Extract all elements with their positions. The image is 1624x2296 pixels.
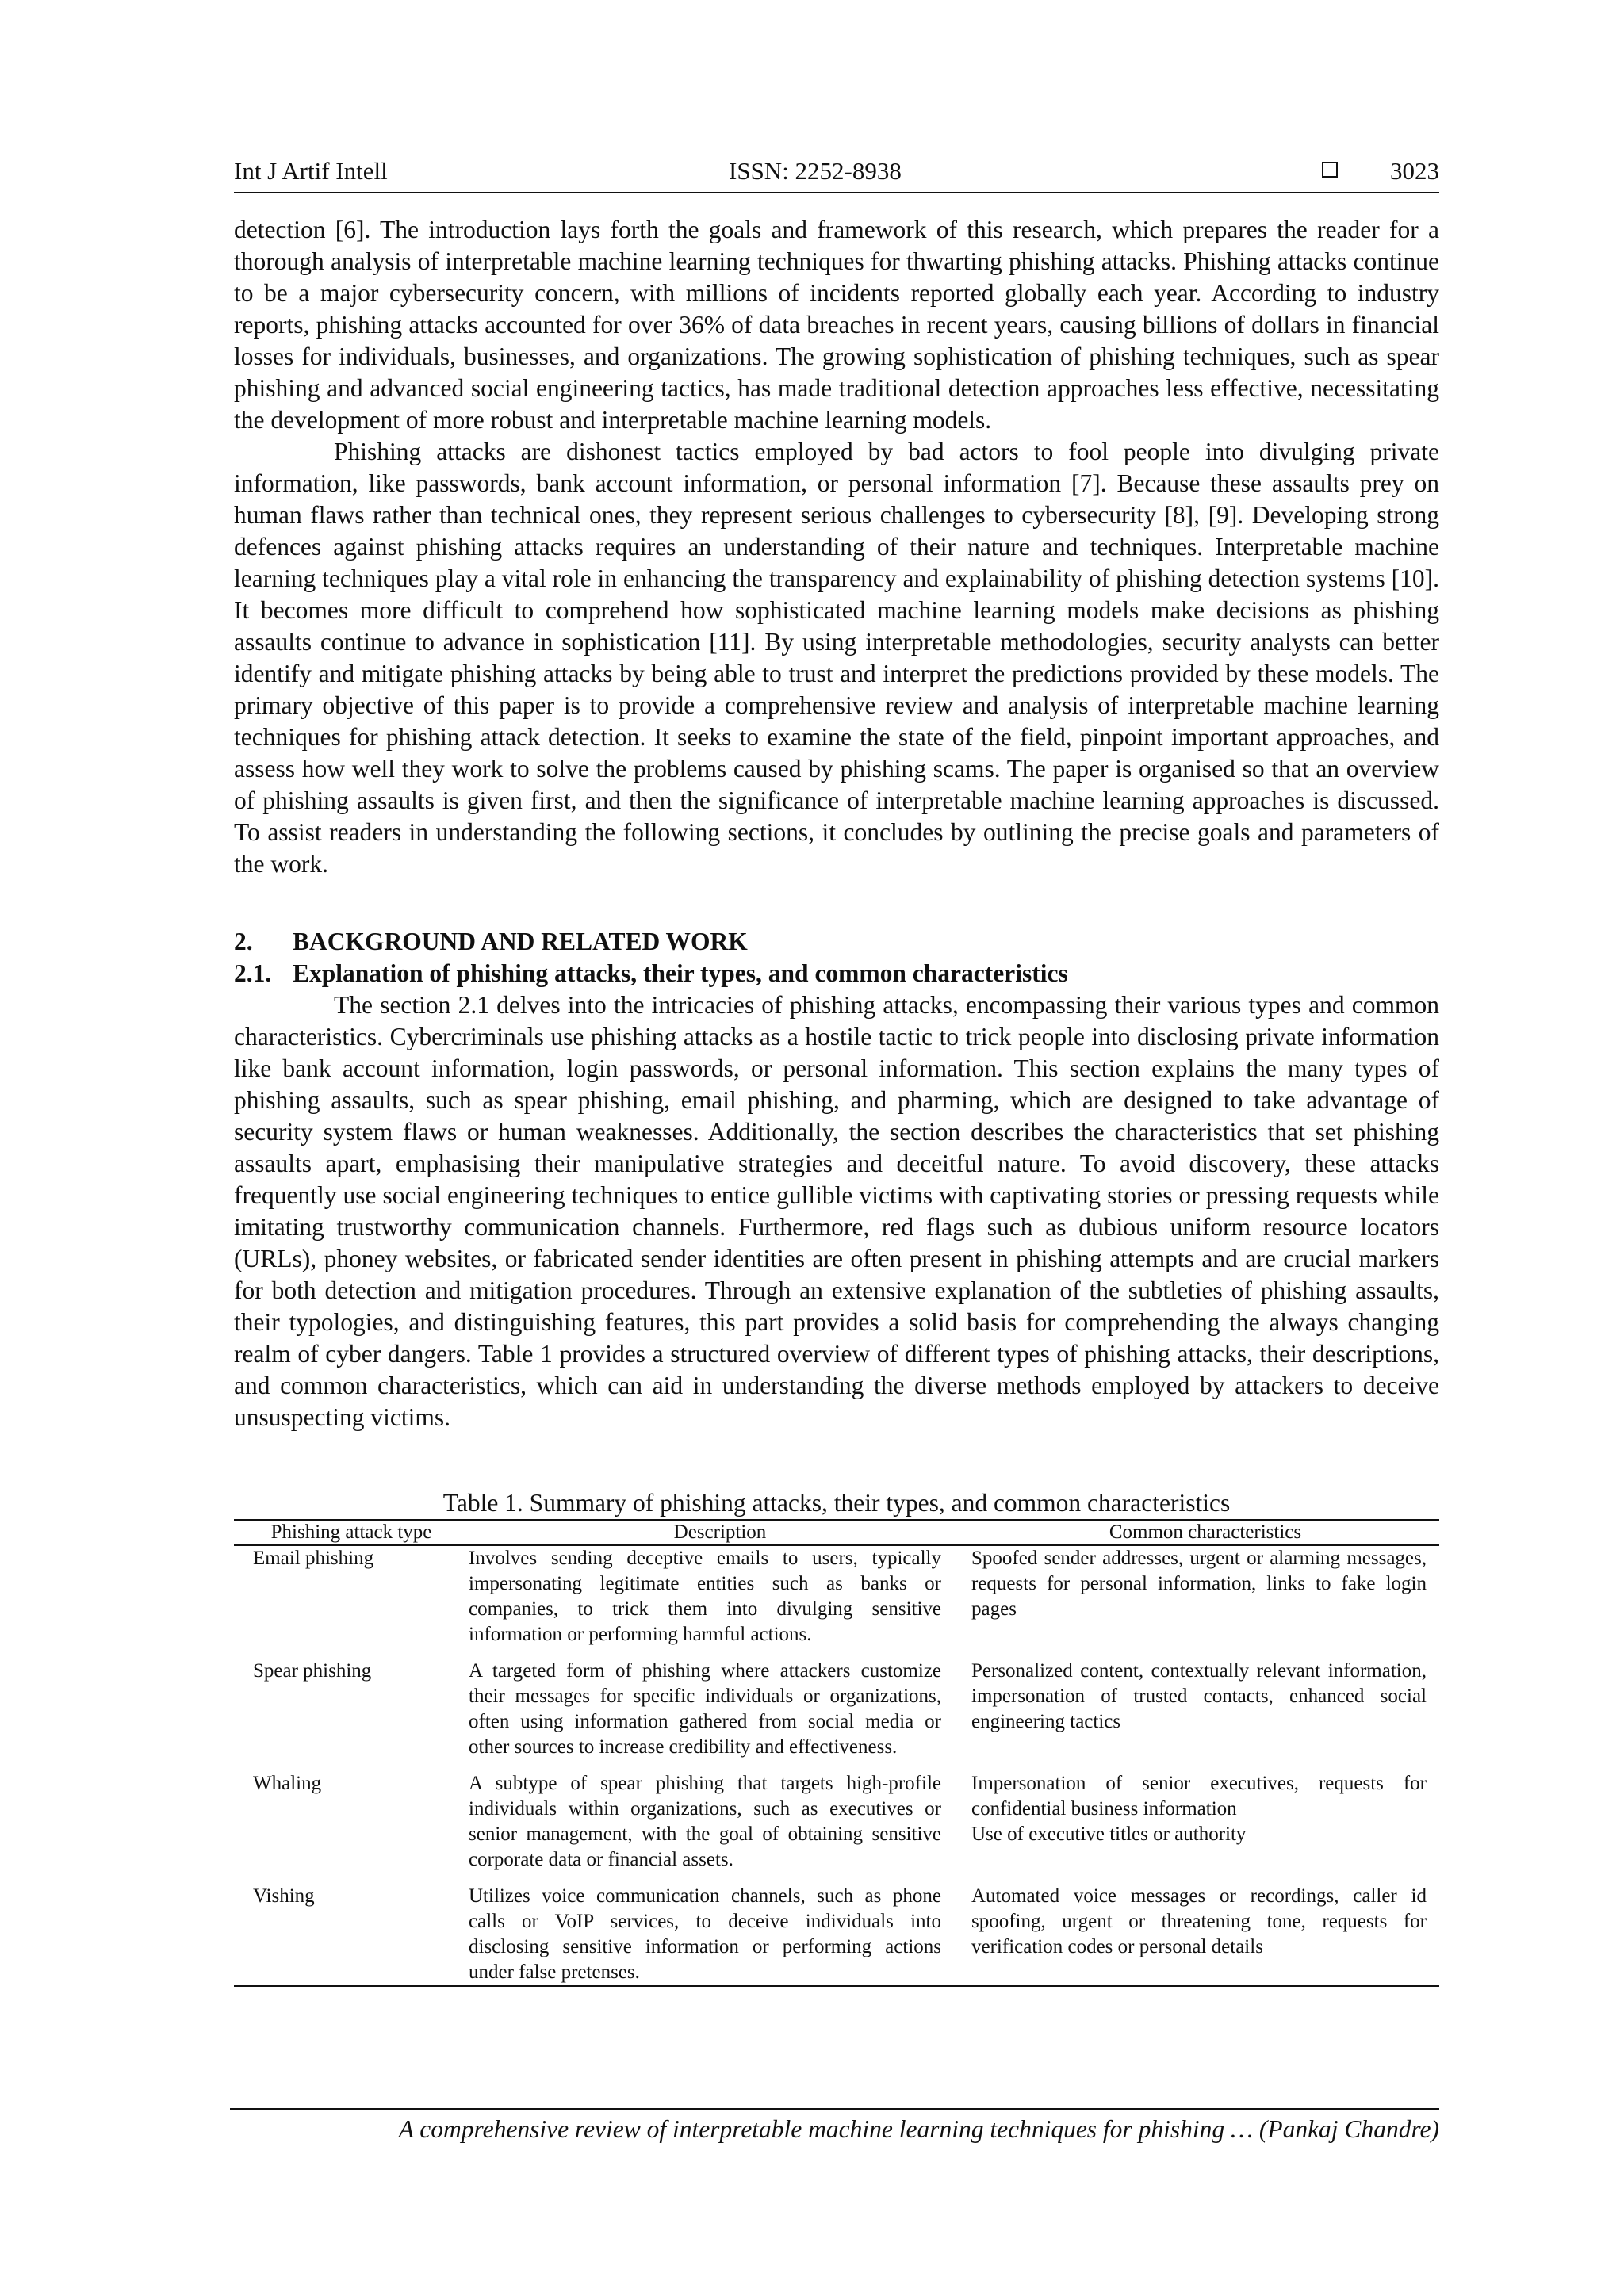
column-header-characteristics: Common characteristics <box>971 1520 1439 1545</box>
section-number: 2. <box>234 928 253 955</box>
cell-attack-type: Vishing <box>234 1884 469 1986</box>
square-bullet-icon <box>1322 162 1338 178</box>
column-header-description: Description <box>469 1520 971 1545</box>
characteristics-text: Personalized content, contextually relevant information, impersonation of trusted contacts, enhanced social engineering tactics <box>971 1660 1427 1732</box>
cell-description: A targeted form of phishing where attackers customize their messages for specific individuals or organizations, often using information gathered from social media or other sources to increase credibility and effectiveness. <box>469 1660 941 1758</box>
cell-description: A subtype of spear phishing that targets high-profile individuals within organizations, such as executives or senior management, with the goal of obtaining sensitive corporate data or financial assets. <box>469 1773 941 1870</box>
characteristics-text: Impersonation of senior executives, requests for confidential business information <box>971 1773 1427 1820</box>
section-title: BACKGROUND AND RELATED WORK <box>293 928 748 955</box>
cell-characteristics <box>971 1659 1439 1771</box>
issn: ISSN: 2252-8938 <box>729 157 902 185</box>
cell-characteristics <box>971 1884 1439 1986</box>
cell-attack-type: Email phishing <box>253 1548 374 1569</box>
characteristics-text: Automated voice messages or recordings, caller id spoofing, urgent or threatening tone, requests for verification codes or personal details <box>971 1885 1427 1957</box>
cell-description: Involves sending deceptive emails to users, typically impersonating legitimate entities such as banks or companies, to trick them into divulging sensitive information or performing harmful actions. <box>469 1548 941 1645</box>
cell-characteristics <box>971 1545 1439 1659</box>
table-row <box>234 1545 1439 1659</box>
table-header-row <box>234 1520 1439 1545</box>
characteristics-text: Use of executive titles or authority <box>971 1823 1247 1845</box>
cell-attack-type: Spear phishing <box>253 1660 372 1682</box>
phishing-summary-table <box>234 1519 1439 1987</box>
characteristics-text: Spoofed sender addresses, urgent or alarming messages, requests for personal information, links to fake login pages <box>971 1548 1427 1620</box>
table-row <box>234 1659 1439 1771</box>
table-row <box>234 1771 1439 1884</box>
cell-description: Utilizes voice communication channels, such as phone calls or VoIP services, to deceive individuals into disclosing sensitive information or performing actions under false pretenses. <box>469 1884 971 1986</box>
subsection-number: 2.1. <box>234 959 272 987</box>
paragraph-section-2-1: The section 2.1 delves into the intricacies of phishing attacks, encompassing their various types and common characteristics. Cybercriminals use phishing attacks as a hostile tactic to trick people into disclosing private information like bank account information, login passwords, or personal information. This section explains the many types of phishing assaults, such as spear phishing, email phishing, and pharming, which are designed to take advantage of security system flaws or human weaknesses. Additionally, the section describes the characteristics that set phishing assaults apart, emphasising their manipulative strategies and deceitful nature. To avoid discovery, these attacks frequently use social engineering techniques to entice gullible victims with captivating stories or pressing requests while imitating trustworthy communication channels. Furthermore, red flags such as dubious uniform resource locators (URLs), phoney websites, or fabricated sender identities are often present in phishing attempts and are crucial markers for both detection and mitigation procedures. Through an extensive explanation of the subtleties of phishing assaults, their typologies, and distinguishing features, this part provides a solid basis for comprehending the always changing realm of cyber dangers. Table 1 provides a structured overview of different types of phishing attacks, their descriptions, and common characteristics, which can aid in understanding the diverse methods employed by attackers to deceive unsuspecting victims. <box>234 991 1439 1431</box>
journal-name: Int J Artif Intell <box>234 157 388 185</box>
running-header <box>234 151 1439 193</box>
paragraph-intro-continued: detection [6]. The introduction lays forth the goals and framework of this research, which prepares the reader for a thorough analysis of interpretable machine learning techniques for thwarting phishing attacks. Phishing attacks continue to be a major cybersecurity concern, with millions of incidents reported globally each year. According to industry reports, phishing attacks accounted for over 36% of data breaches in recent years, causing billions of dollars in financial losses for individuals, businesses, and organizations. The growing sophistication of phishing techniques, such as spear phishing and advanced social engineering tactics, has made traditional detection approaches less effective, necessitating the development of more robust and interpretable machine learning models. <box>234 216 1439 434</box>
subsection-title: Explanation of phishing attacks, their types, and common characteristics <box>293 959 1068 987</box>
subsection-heading <box>234 958 1439 989</box>
cell-characteristics <box>971 1771 1439 1884</box>
section-heading <box>234 926 1439 958</box>
table-row <box>234 1884 1439 1986</box>
footer-running-title: A comprehensive review of interpretable machine learning techniques for phishing … (Pankaj Chandre) <box>398 2115 1439 2143</box>
table-caption: Table 1. Summary of phishing attacks, their types, and common characteristics <box>442 1489 1231 1517</box>
cell-attack-type: Whaling <box>253 1773 322 1794</box>
page-number: 3023 <box>1390 157 1439 185</box>
paragraph-phishing-overview: Phishing attacks are dishonest tactics employed by bad actors to fool people into divulging private information, like passwords, bank account information, or personal information [7]. Because these assaults prey on human flaws rather than technical ones, they represent serious challenges to cybersecurity [8], [9]. Developing strong defences against phishing attacks requires an understanding of their nature and techniques. Interpretable machine learning techniques play a vital role in enhancing the transparency and explainability of phishing detection systems [10]. It becomes more difficult to comprehend how sophisticated machine learning models make decisions as phishing assaults continue to advance in sophistication [11]. By using interpretable methodologies, security analysts can better identify and mitigate phishing attacks by being able to trust and interpret the predictions provided by these models. The primary objective of this paper is to provide a comprehensive review and analysis of interpretable machine learning techniques for phishing attack detection. It seeks to examine the state of the field, pinpoint important approaches, and assess how well they work to solve the problems caused by phishing scams. The paper is organised so that an overview of phishing assaults is given first, and then the significance of interpretable machine learning approaches is discussed. To assist readers in understanding the following sections, it concludes by outlining the precise goals and parameters of the work. <box>234 438 1439 878</box>
running-footer <box>230 2108 1439 2149</box>
column-header-type: Phishing attack type <box>234 1520 469 1545</box>
page-content <box>234 151 1439 1987</box>
